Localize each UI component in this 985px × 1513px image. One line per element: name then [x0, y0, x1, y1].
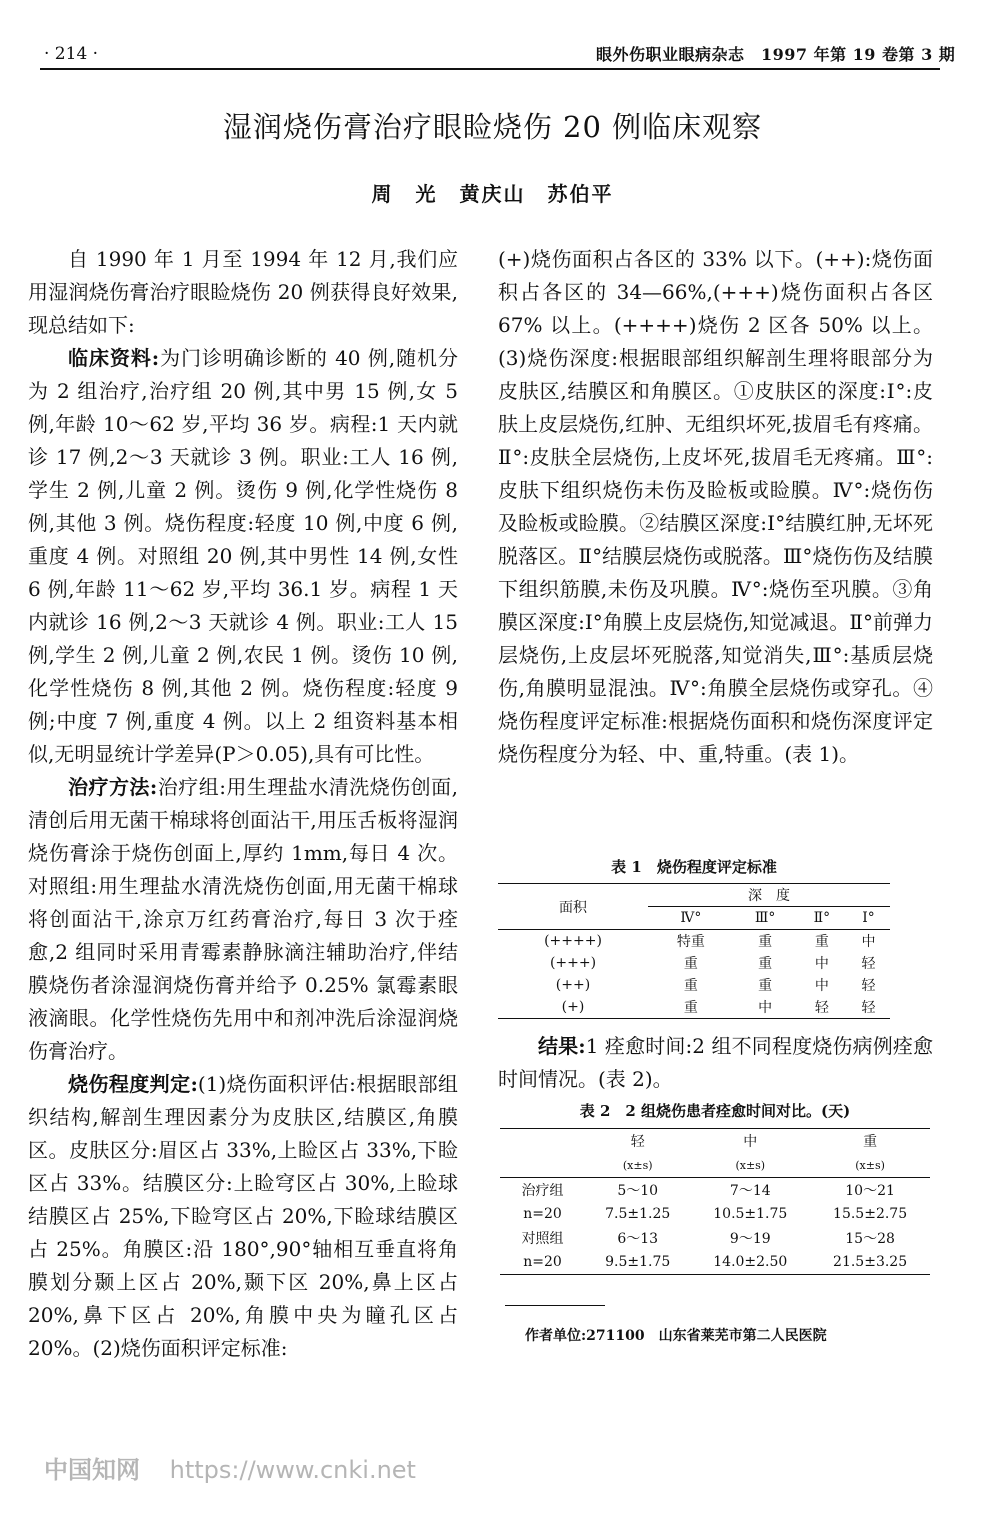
methods-text: 治疗组:用生理盐水清洗烧伤创面,清创后用无菌干棉球将创面沾干,用压舌板将湿润烧伤膏涂于烧伤创面上,厚约 1mm,每日 4 次。对照组:用生理盐水清洗烧伤创面,用无菌干棉球将创面沾干,涂京万红药膏治疗,每日 3 次于痊愈,2 组同时采用青霉素静脉滴注辅助治疗,伴结膜烧伤者涂湿润烧伤膏并给予 0.25% 氯霉素眼液滴眼。化学性烧伤先用中和剂冲洗后涂湿润烧伤膏治疗。 — [28, 775, 458, 1063]
table-2-row-label: 对照组 — [521, 1231, 564, 1247]
table-1-area: (++++) — [544, 933, 602, 949]
table-1-depth-level: Ⅱ° — [797, 907, 848, 930]
table-cell: 重 — [758, 978, 773, 994]
left-column — [28, 243, 458, 1365]
author-affiliation: 作者单位:271100 山东省莱芜市第二人民医院 — [525, 1328, 827, 1344]
table-cell: 特重 — [676, 934, 705, 950]
table-2-row-label: 治疗组 — [521, 1183, 564, 1199]
watermark — [44, 1450, 416, 1485]
table-cell: 轻 — [861, 956, 876, 972]
table-2-stat-header: (x±s) — [810, 1153, 930, 1178]
table-cell: 5～10 — [617, 1183, 659, 1199]
table-1-area: (+++) — [549, 955, 597, 971]
journal-header: 眼外伤职业眼病杂志 1997 年第 19 卷第 3 期 — [596, 45, 956, 64]
table-2-column-header: 中 — [690, 1129, 810, 1154]
table-1-depth-header: 深 度 — [648, 884, 890, 907]
table-cell: 7～14 — [729, 1183, 771, 1199]
table-cell: 重 — [758, 934, 773, 950]
authors: 周 光 黄庆山 苏伯平 — [371, 182, 614, 206]
grading-paragraph — [28, 1068, 458, 1365]
table-1-grid — [498, 883, 890, 1019]
table-cell: 中 — [734, 996, 797, 1019]
right-column — [498, 243, 933, 771]
table-1-area-header: 面积 — [498, 884, 648, 930]
table-1-depth-level: Ⅳ° — [648, 907, 734, 930]
table-cell: 重 — [758, 956, 773, 972]
table-row — [500, 1178, 930, 1203]
table-cell: 轻 — [847, 996, 890, 1019]
table-row — [498, 952, 890, 974]
grading-heading: 烧伤程度判定: — [68, 1072, 198, 1096]
watermark-url: https://www.cnki.net — [169, 1456, 416, 1484]
table-cell: 重 — [814, 934, 829, 950]
table-cell: 9～19 — [729, 1231, 771, 1247]
table-1 — [498, 856, 890, 1019]
materials-heading: 临床资料: — [68, 346, 160, 370]
table-cell: 6～13 — [617, 1231, 659, 1247]
table-row — [500, 1226, 930, 1250]
table-2-stat-header: (x±s) — [585, 1153, 690, 1178]
intro-paragraph: 自 1990 年 1 月至 1994 年 12 月,我们应用湿润烧伤膏治疗眼睑烧伤 20 例获得良好效果,现总结如下: — [28, 247, 458, 337]
table-row — [500, 1202, 930, 1226]
table-cell: 10.5±1.75 — [713, 1206, 788, 1222]
table-cell: 重 — [683, 978, 698, 994]
materials-paragraph — [28, 342, 458, 771]
table-1-area: (+) — [498, 996, 648, 1019]
table-2 — [500, 1128, 930, 1275]
table-2-row-label: n=20 — [500, 1250, 585, 1275]
table-cell: 重 — [683, 956, 698, 972]
table-row — [498, 974, 890, 996]
header-rule — [40, 68, 940, 70]
table-cell: 中 — [814, 978, 829, 994]
table-1-caption: 表 1 烧伤程度评定标准 — [611, 858, 777, 876]
table-2-corner — [500, 1129, 585, 1154]
table-cell: 15～28 — [845, 1231, 895, 1247]
table-row — [500, 1250, 930, 1275]
materials-text: 为门诊明确诊断的 40 例,随机分为 2 组治疗,治疗组 20 例,其中男 15 例,女 5 例,年龄 10～62 岁,平均 36 岁。病程:1 天内就诊 17 例,2～3 天就诊 3 例。职业:工人 16 例,学生 2 例,儿童 2 例。烫伤 9 例,化学性烧伤 8 例,其他 3 例。烧伤程度:轻度 10 例,中度 6 例,重度 4 例。对照组 20 例,其中男性 14 例,女性 6 例,年龄 11～62 岁,平均 36.1 岁。病程 1 天内就诊 16 例,2～3 天就诊 4 例。职业:工人 15 例,学生 2 例,儿童 2 例,农民 1 例。烫伤 10 例,化学性烧伤 8 例,其他 2 例。烧伤程度:轻度 9 例;中度 7 例,重度 4 例。以上 2 组资料基本相似,无明显统计学差异(P＞0.05),具有可比性。 — [28, 346, 458, 766]
table-cell: 21.5±3.25 — [810, 1250, 930, 1275]
table-2-corner — [500, 1153, 585, 1178]
table-cell: 轻 — [861, 978, 876, 994]
footnote-rule — [505, 1305, 605, 1306]
table-2-column-header: 轻 — [585, 1129, 690, 1154]
results-block — [498, 1030, 933, 1096]
table-2-stat-header: (x±s) — [690, 1153, 810, 1178]
table-cell: 中 — [814, 956, 829, 972]
watermark-brand: 中国知网 — [44, 1456, 140, 1484]
results-heading: 结果: — [538, 1034, 586, 1058]
table-cell: 9.5±1.75 — [585, 1250, 690, 1275]
results-paragraph — [498, 1030, 933, 1096]
table-cell: 轻 — [797, 996, 848, 1019]
table-2-grid — [500, 1128, 930, 1275]
table-2-column-header: 重 — [810, 1129, 930, 1154]
continued-paragraph: (+)烧伤面积占各区的 33% 以下。(++):烧伤面积占各区的 34—66%,(+++)烧伤面积占各区 67% 以上。(++++)烧伤 2 区各 50% 以上。(3)烧伤深度:根据眼部组织解剖生理将眼部分为皮肤区,结膜区和角膜区。①皮肤区的深度:Ⅰ°:皮肤上皮层烧伤,红肿、无组织坏死,拔眉毛有疼痛。Ⅱ°:皮肤全层烧伤,上皮坏死,拔眉毛无疼痛。Ⅲ°:皮肤下组织烧伤未伤及睑板或睑膜。Ⅳ°:烧伤伤及睑板或睑膜。②结膜区深度:Ⅰ°结膜红肿,无坏死脱落区。Ⅱ°结膜层烧伤或脱落。Ⅲ°烧伤伤及结膜下组织筋膜,未伤及巩膜。Ⅳ°:烧伤至巩膜。③角膜区深度:Ⅰ°角膜上皮层烧伤,知觉减退。Ⅱ°前弹力层烧伤,上皮层坏死脱落,知觉消失,Ⅲ°:基质层烧伤,角膜明显混浊。Ⅳ°:角膜全层烧伤或穿孔。④烧伤程度评定标准:根据烧伤面积和烧伤深度评定烧伤程度分为轻、中、重,特重。(表 1)。 — [498, 247, 933, 766]
table-cell: 15.5±2.75 — [833, 1206, 908, 1222]
results-text: 1 痊愈时间:2 组不同程度烧伤病例痊愈时间情况。(表 2)。 — [498, 1034, 933, 1091]
table-2-caption: 表 2 2 组烧伤患者痊愈时间对比。(天) — [579, 1102, 851, 1120]
table-1-depth-level: Ⅲ° — [734, 907, 797, 930]
table-row — [498, 930, 890, 953]
methods-paragraph — [28, 771, 458, 1068]
table-1-depth-level: Ⅰ° — [847, 907, 890, 930]
table-1-area: (++) — [555, 977, 591, 993]
table-cell: 14.0±2.50 — [690, 1250, 810, 1275]
table-cell: 10～21 — [845, 1183, 895, 1199]
table-row — [498, 996, 890, 1019]
table-cell: 7.5±1.25 — [605, 1206, 671, 1222]
grading-text: (1)烧伤面积评估:根据眼部组织结构,解剖生理因素分为皮肤区,结膜区,角膜区。皮肤区分:眉区占 33%,上睑区占 33%,下睑区占 33%。结膜区分:上睑穹区占 30%,上睑球结膜区占 25%,下睑穹区占 20%,下睑球结膜区占 25%。角膜区:沿 180°,90°轴相互垂直将角膜划分颞上区占 20%,颞下区 20%,鼻上区占 20%,鼻下区占 20%,角膜中央为瞳孔区占 20%。(2)烧伤面积评定标准: — [28, 1072, 458, 1360]
methods-heading: 治疗方法: — [68, 775, 158, 799]
page-number: · 214 · — [44, 44, 99, 64]
article-title: 湿润烧伤膏治疗眼睑烧伤 20 例临床观察 — [222, 110, 763, 144]
table-cell: 中 — [861, 934, 876, 950]
table-cell: 重 — [648, 996, 734, 1019]
table-2-row-label: n=20 — [523, 1206, 562, 1222]
